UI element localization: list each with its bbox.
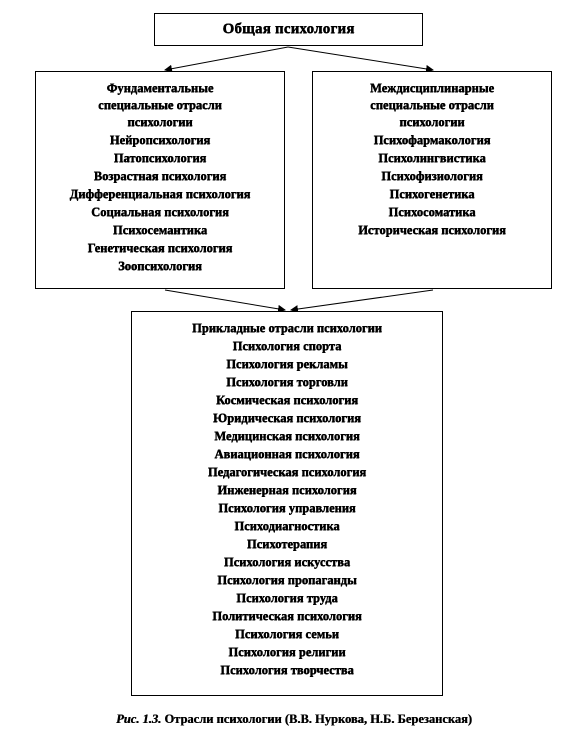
fundamental-heading-line: Фундаментальные	[106, 81, 214, 95]
general-psychology-title: Общая психология	[222, 21, 355, 37]
fundamental-branch-item: Возрастная психология	[93, 169, 227, 183]
fundamental-branch-item: Дифференциальная психология	[69, 187, 251, 201]
applied-branch-item: Психология семьи	[235, 627, 339, 641]
applied-branch-item: Педагогическая психология	[207, 465, 367, 479]
fundamental-heading-line: психологии	[127, 115, 193, 129]
applied-branch-item: Космическая психология	[215, 393, 359, 407]
applied-branch-item: Психология пропаганды	[217, 573, 357, 587]
figure-number: Рис. 1.3.	[116, 712, 162, 726]
interdisciplinary-heading-line: Междисциплинарные	[369, 81, 495, 95]
figure-caption-text: Отрасли психологии (В.В. Нуркова, Н.Б. Березанская)	[164, 712, 472, 726]
applied-heading: Прикладные отрасли психологии	[192, 321, 382, 335]
applied-branches-box	[131, 311, 443, 696]
applied-branch-item: Психология религии	[228, 645, 346, 659]
arrow-top-to-left	[165, 47, 288, 70]
fundamental-branch-item: Зоопсихология	[118, 259, 202, 273]
applied-branch-item: Психология творчества	[220, 663, 354, 677]
interdisciplinary-branch-item: Историческая психология	[358, 223, 506, 237]
general-psychology-box	[154, 13, 423, 46]
fundamental-heading-line: специальные отрасли	[98, 98, 222, 112]
applied-branch-item: Политическая психология	[212, 609, 362, 623]
applied-branch-item: Психология искусства	[223, 555, 351, 569]
applied-branch-item: Авиационная психология	[214, 447, 360, 461]
applied-branch-item: Психотерапия	[246, 537, 328, 551]
applied-branch-item: Психология управления	[218, 501, 356, 515]
figure-caption	[0, 712, 588, 727]
applied-branch-item: Психология торговли	[226, 375, 348, 389]
applied-branch-item: Психология труда	[236, 591, 338, 605]
applied-branch-item: Психология рекламы	[226, 357, 348, 371]
interdisciplinary-branch-item: Психофармакология	[373, 133, 491, 147]
applied-branch-item: Медицинская психология	[214, 429, 360, 443]
fundamental-branch-item: Генетическая психология	[87, 241, 233, 255]
interdisciplinary-branch-item: Психосоматика	[388, 205, 476, 219]
applied-branch-item: Инженерная психология	[217, 483, 357, 497]
interdisciplinary-heading-line: психологии	[399, 115, 465, 129]
arrow-right-to-bottom	[291, 290, 433, 310]
fundamental-branch-item: Психосемантика	[112, 223, 208, 237]
arrow-left-to-bottom	[165, 290, 285, 310]
applied-branch-item: Психодиагностика	[234, 519, 340, 533]
fundamental-branch-item: Нейропсихология	[109, 133, 211, 147]
interdisciplinary-branch-item: Психогенетика	[389, 187, 475, 201]
fundamental-branches-box	[35, 71, 285, 289]
fundamental-branch-item: Патопсихология	[113, 151, 207, 165]
applied-branch-item: Юридическая психология	[213, 411, 361, 425]
fundamental-branch-item: Социальная психология	[91, 205, 229, 219]
interdisciplinary-branch-item: Психолингвистика	[378, 151, 486, 165]
interdisciplinary-branch-item: Психофизиология	[381, 169, 483, 183]
interdisciplinary-branches-box	[312, 71, 552, 289]
applied-branch-item: Психология спорта	[232, 339, 342, 353]
arrow-top-to-right	[288, 47, 433, 70]
interdisciplinary-heading-line: специальные отрасли	[370, 98, 494, 112]
